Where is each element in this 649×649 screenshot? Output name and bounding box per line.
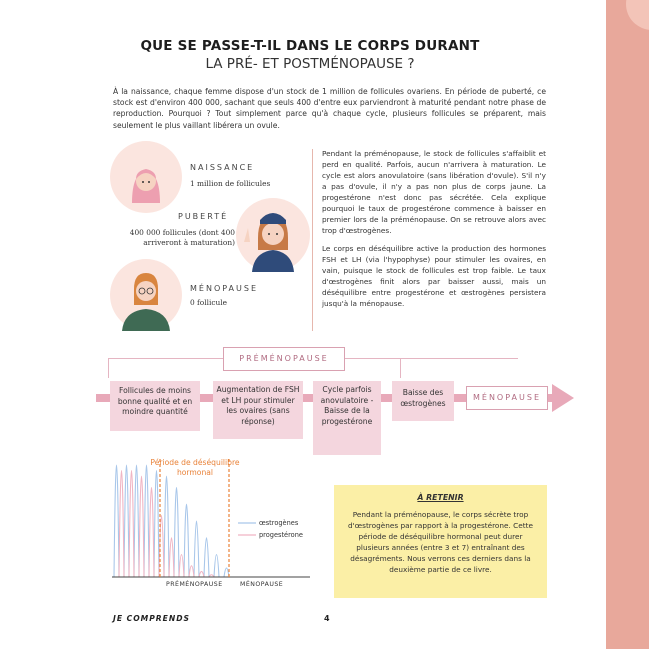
footer-section-label: JE COMPRENDS (113, 614, 190, 623)
timeline-arrow-head-icon (552, 384, 574, 412)
stage-value-naissance: 1 million de follicules (190, 179, 271, 188)
intro-paragraph: À la naissance, chaque femme dispose d'un stock de 1 million de follicules ovariens. En période de puberté, ce stock est d'environ 400 000, sachant que seuls 400 d'entre eux parviendront à maturité pendant notre phase de reproduction. Pourquoi ? Tout simplement parce qu'à chaque cycle, plusieurs follicules se préparent, mais seulement le plus vaillant libérera un ovule. (113, 87, 546, 130)
timeline-step-3: Cycle parfois anovulatoire - Baisse de la progestérone (313, 381, 381, 455)
stage-value-puberte: 400 000 follicules (dont 400 arriveront à maturation) (129, 228, 235, 247)
teen-girl-icon (236, 198, 310, 272)
teen-illustration-circle (236, 198, 310, 272)
timeline-step-2: Augmentation de FSH et LH pour stimuler les ovaires (sans réponse) (213, 381, 303, 439)
menopause-label: MÉNOPAUSE (466, 386, 548, 410)
premenopause-bracket-right (400, 358, 401, 378)
chart-annotation: Période de déséquilibre hormonal (150, 458, 240, 477)
woman-illustration-circle (110, 259, 182, 331)
stage-label-puberte: PUBERTÉ (178, 212, 229, 221)
retenir-text: Pendant la préménopause, le corps sécrète trop d'œstrogènes par rapport à la progestérone. Cette période de déséquilibre hormonal peut durer plusieurs années (entre 3 et 7) entraînant des désagréments. Nous verrons ces derniers dans la deuxième partie de ce livre. (348, 510, 533, 574)
timeline-step-4: Baisse des œstrogènes (392, 381, 454, 421)
premenopause-bracket-left (108, 358, 109, 378)
woman-icon (110, 259, 182, 331)
right-column-text (322, 148, 546, 316)
stage-value-menopause: 0 follicule (190, 298, 227, 307)
premenopause-label: PRÉMÉNOPAUSE (223, 347, 345, 371)
baby-illustration-circle (110, 141, 182, 213)
chart-phase-label-menopause: MÉNOPAUSE (240, 581, 284, 588)
stage-label-naissance: NAISSANCE (190, 163, 255, 172)
stage-label-menopause: MÉNOPAUSE (190, 284, 259, 293)
right-paragraph-1: Pendant la préménopause, le stock de follicules s'affaiblit et perd en qualité. Parfois, aucun n'arrivera à maturation. Le cycle est alors anovulatoire (sans libération d'ovule). S'il n'y a pas d'ovule, il n'y a pas non plus de corps jaune. La progestérone n'est donc pas sécrétée. Cela explique pourquoi le taux de progestérone commence à baisser en premier lors de la préménopause. On se retrouve alors avec trop d'œstrogènes. (322, 149, 546, 235)
page-subtitle: LA PRÉ- ET POSTMÉNOPAUSE ? (205, 56, 415, 72)
decorative-side-band (606, 0, 649, 649)
chart-phase-label-premenopause: PRÉMÉNOPAUSE (166, 581, 223, 588)
legend-progesterone-label: progestérone (259, 531, 303, 539)
right-paragraph-2: Le corps en déséquilibre active la production des hormones FSH et LH (via l'hypophyse) pour stimuler les ovaires, en vain, puisque le stock de follicules est trop faible. Le taux d'œstrogènes finit alors par baisser aussi, mais un déséquilibre entre progestérone et œstrogènes persistera jusqu'à la ménopause. (322, 244, 546, 308)
baby-icon (110, 141, 182, 213)
page-number: 4 (324, 614, 330, 623)
timeline-step-1: Follicules de moins bonne qualité et en moindre quantité (110, 381, 200, 431)
column-divider (312, 149, 313, 331)
page-title: QUE SE PASSE-T-IL DANS LE CORPS DURANT (140, 38, 480, 54)
legend-oestrogenes-label: œstrogènes (259, 519, 299, 527)
retenir-title: À RETENIR (417, 493, 464, 502)
